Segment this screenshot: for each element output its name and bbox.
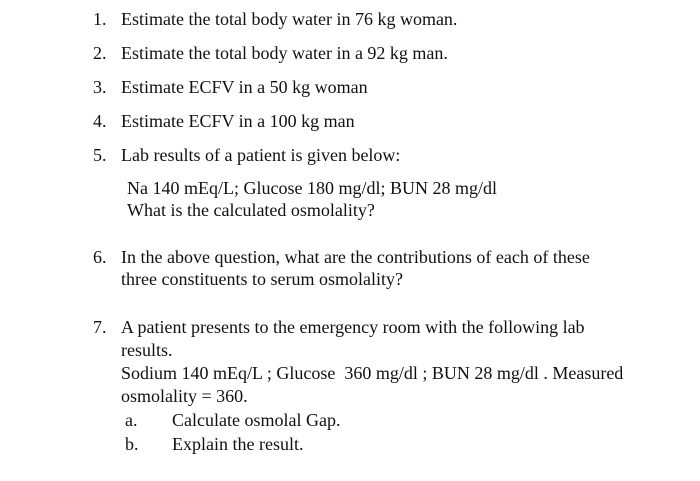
question-number: 3. xyxy=(93,77,107,97)
question-text-line-1: In the above question, what are the contributions of each of these xyxy=(121,247,590,267)
question-text-line-2: results. xyxy=(121,340,173,360)
lab-values: Sodium 140 mEq/L ; Glucose 360 mg/dl ; BUN 28 mg/dl . Measured xyxy=(121,363,624,383)
question-prompt: What is the calculated osmolality? xyxy=(127,200,375,220)
question-text: Estimate the total body water in a 92 kg man. xyxy=(121,43,448,63)
question-number: 5. xyxy=(93,145,107,165)
question-text: Lab results of a patient is given below: xyxy=(121,145,401,165)
subitem-label: b. xyxy=(125,434,139,454)
subitem-text: Explain the result. xyxy=(172,434,304,454)
lab-values: Na 140 mEq/L; Glucose 180 mg/dl; BUN 28 mg/dl xyxy=(127,178,497,198)
subitem-label: a. xyxy=(125,410,138,430)
question-number: 7. xyxy=(93,317,107,337)
question-text-line-1: A patient presents to the emergency room with the following lab xyxy=(121,317,585,337)
question-number: 1. xyxy=(93,9,107,29)
question-text: Estimate the total body water in 76 kg woman. xyxy=(121,9,458,29)
question-text-line-2: three constituents to serum osmolality? xyxy=(121,269,403,289)
question-number: 2. xyxy=(93,43,107,63)
question-number: 6. xyxy=(93,247,107,267)
question-text: Estimate ECFV in a 50 kg woman xyxy=(121,77,368,97)
question-text: Estimate ECFV in a 100 kg man xyxy=(121,111,355,131)
subitem-text: Calculate osmolal Gap. xyxy=(172,410,341,430)
question-number: 4. xyxy=(93,111,107,131)
measured-osmolality: osmolality = 360. xyxy=(121,386,248,406)
